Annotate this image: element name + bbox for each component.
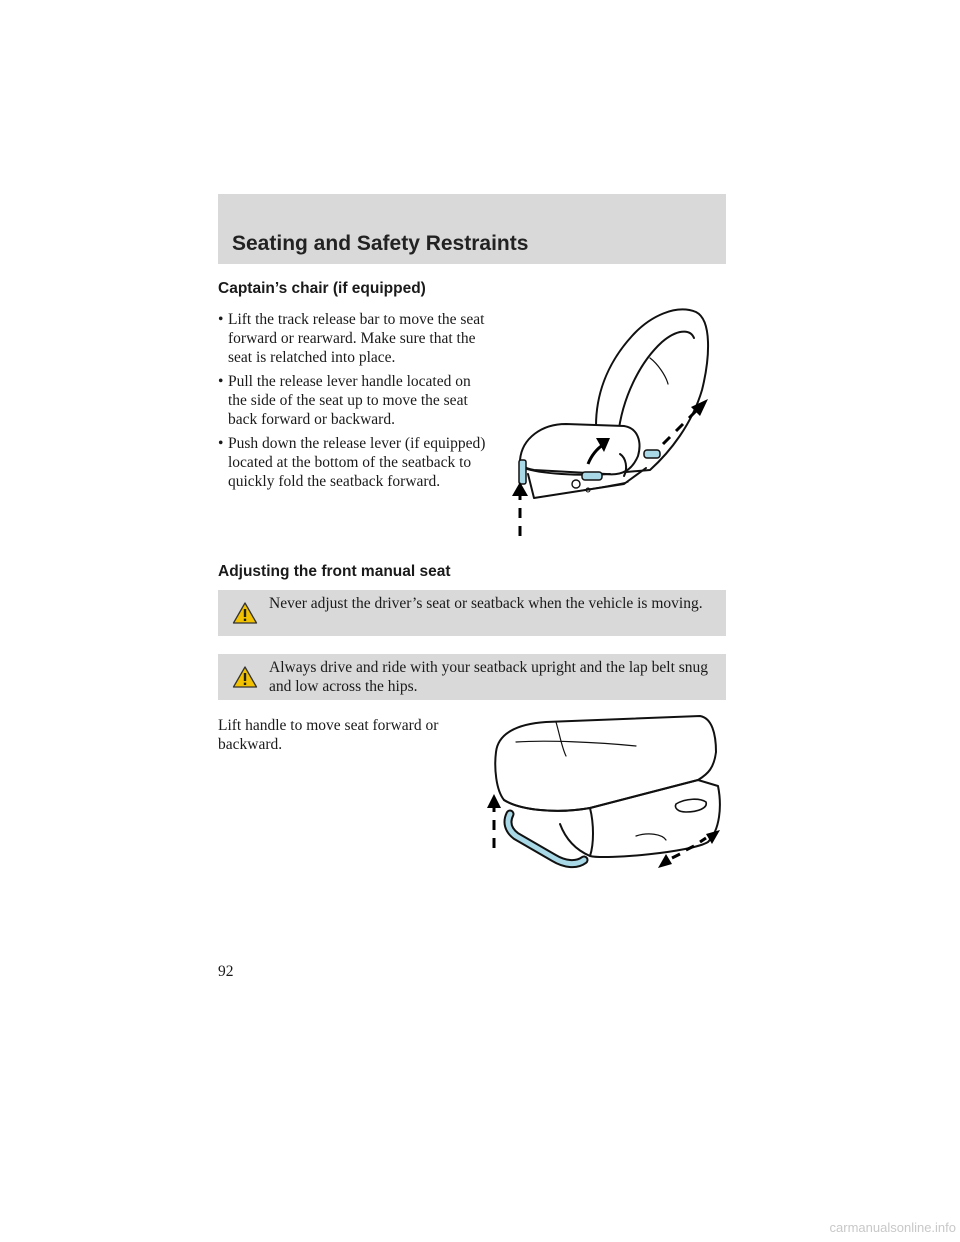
captains-chair-heading: Captain’s chair (if equipped): [218, 280, 426, 297]
page-number: 92: [218, 963, 234, 980]
warning-text: Always drive and ride with your seatback upright and the lap belt snug and low across the hips.: [269, 659, 709, 695]
seat-adjust-instruction: Lift handle to move seat forward or backward.: [218, 717, 439, 753]
bullet-item: • Pull the release lever handle located on the side of the seat up to move the seat back forward or backward.: [218, 372, 488, 429]
captains-chair-bullets: [218, 310, 488, 496]
front-manual-seat-illustration: [486, 712, 726, 872]
section-title: Seating and Safety Restraints: [232, 232, 529, 255]
front-manual-seat-heading: Adjusting the front manual seat: [218, 563, 451, 580]
footer-watermark: carmanualsonline.info: [829, 1220, 956, 1235]
warning-triangle-icon: [232, 665, 258, 689]
bullet-item: • Push down the release lever (if equipped) located at the bottom of the seatback to quickly fold the seatback forward.: [218, 434, 488, 491]
warning-text: Never adjust the driver’s seat or seatback when the vehicle is moving.: [269, 595, 703, 612]
section-header: [218, 194, 726, 264]
warning-triangle-icon: [232, 601, 258, 625]
warning-box: [218, 590, 726, 636]
bullet-item: • Lift the track release bar to move the seat forward or rearward. Make sure that the seat is relatched into place.: [218, 310, 488, 367]
captains-chair-illustration: [500, 298, 726, 546]
warning-box: [218, 654, 726, 700]
